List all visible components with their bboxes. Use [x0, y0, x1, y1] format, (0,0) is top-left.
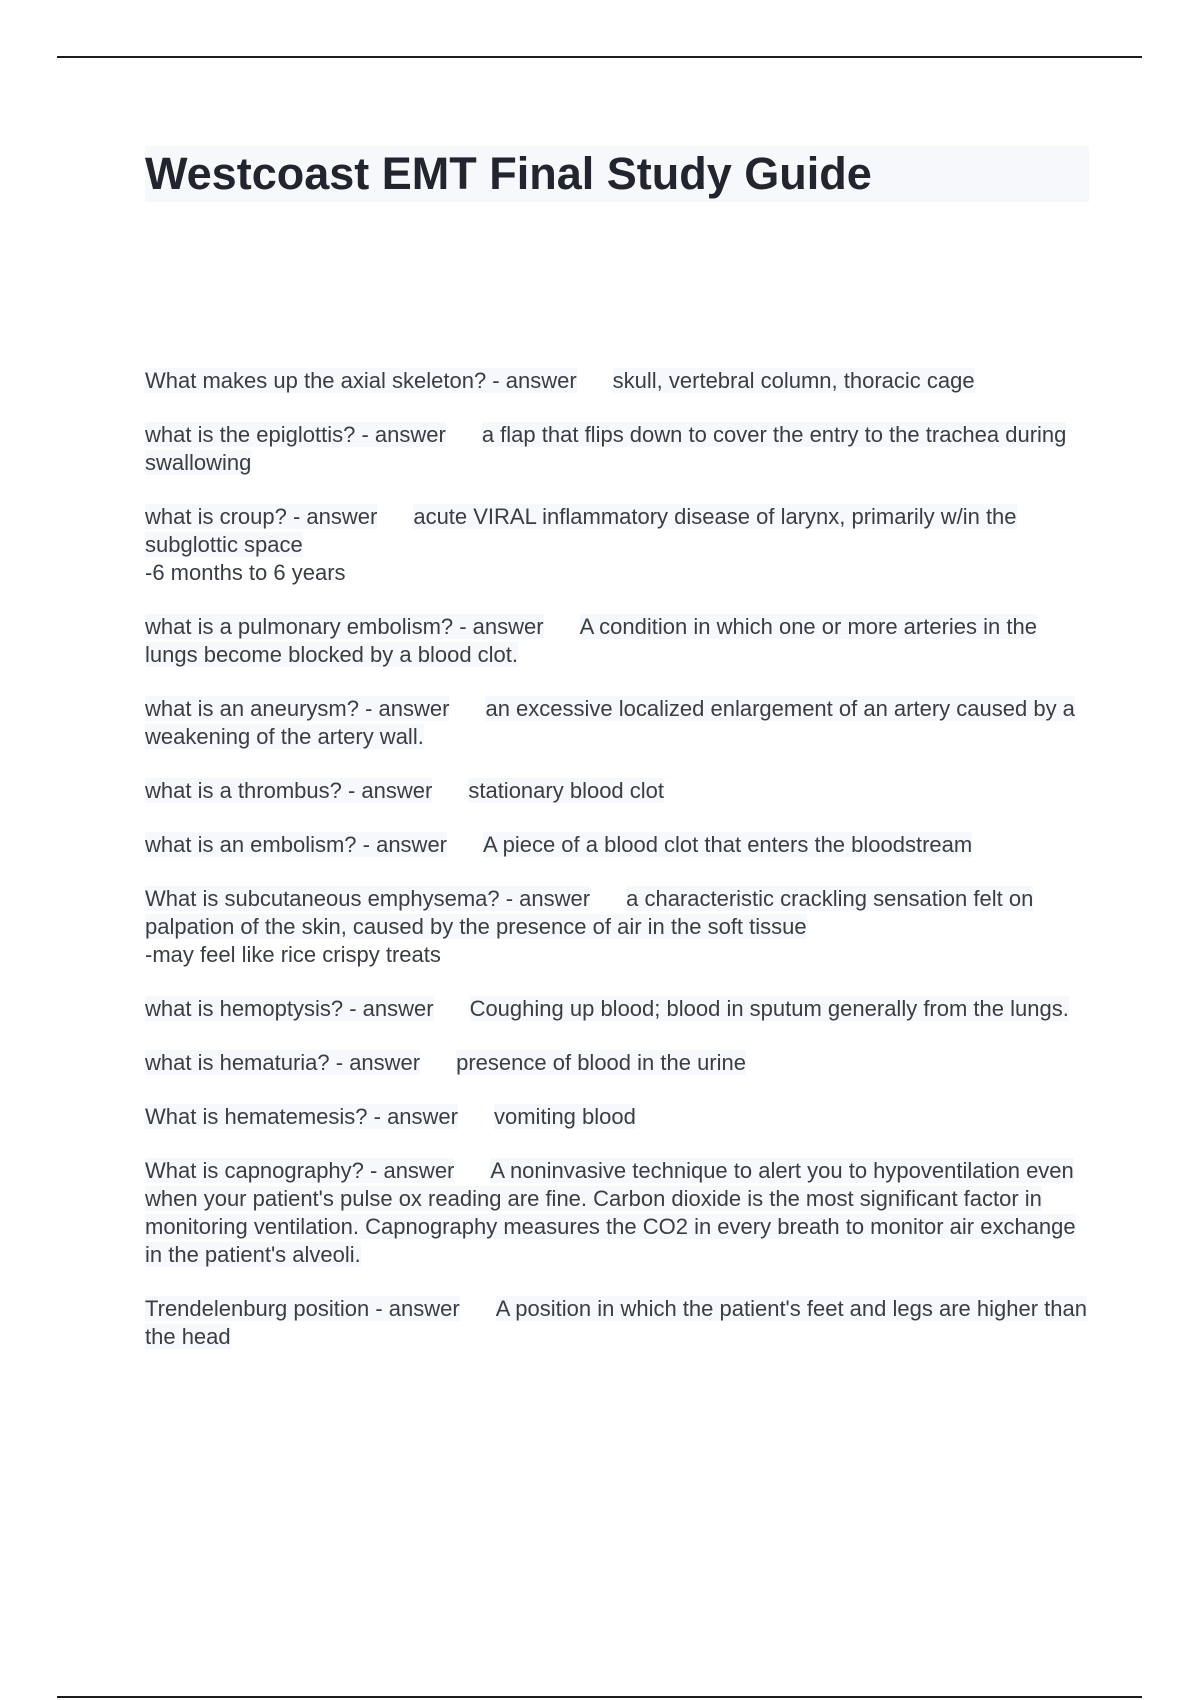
page-title: Westcoast EMT Final Study Guide — [145, 146, 1089, 202]
answer: acute VIRAL inflammatory disease of larynx, primarily w/in the subglottic space — [145, 504, 1017, 557]
qa-item — [145, 695, 1095, 751]
question: what is hemoptysis? - answer — [145, 996, 434, 1021]
answer: A position in which the patient's feet and legs are higher than the head — [145, 1296, 1087, 1349]
answer: a flap that flips down to cover the entry to the trachea during swallowing — [145, 422, 1067, 475]
qa-item — [145, 367, 1095, 395]
question: what is hematuria? - answer — [145, 1050, 421, 1075]
question: what is an aneurysm? - answer — [145, 696, 450, 721]
question: What is subcutaneous emphysema? - answer — [145, 886, 591, 911]
answer: stationary blood clot — [468, 778, 665, 803]
qa-item — [145, 1295, 1095, 1351]
qa-item — [145, 831, 1095, 859]
answer-note: -may feel like rice crispy treats — [145, 942, 441, 967]
question: what is a pulmonary embolism? - answer — [145, 614, 544, 639]
answer: Coughing up blood; blood in sputum generally from the lungs. — [469, 996, 1069, 1021]
question: Trendelenburg position - answer — [145, 1296, 460, 1321]
qa-item — [145, 1103, 1095, 1131]
qa-item — [145, 1157, 1095, 1269]
question: what is the epiglottis? - answer — [145, 422, 446, 447]
qa-item — [145, 421, 1095, 477]
qa-item — [145, 613, 1095, 669]
answer: presence of blood in the urine — [456, 1050, 746, 1075]
qa-item — [145, 995, 1095, 1023]
answer: A condition in which one or more arteries in the lungs become blocked by a blood clot. — [145, 614, 1037, 667]
qa-item — [145, 503, 1095, 587]
qa-item — [145, 885, 1095, 969]
question: What is capnography? - answer — [145, 1158, 455, 1183]
question: what is croup? - answer — [145, 504, 378, 529]
qa-item — [145, 1049, 1095, 1077]
answer: A piece of a blood clot that enters the bloodstream — [483, 832, 973, 857]
question: What is hematemesis? - answer — [145, 1104, 458, 1129]
question: what is an embolism? - answer — [145, 832, 448, 857]
answer: A noninvasive technique to alert you to hypoventilation even when your patient's pulse ox reading are fine. Carbon dioxide is the most significant factor in monitoring ventilation. Capnography measures the CO2 in every breath to monitor air exchange in the patient's alveoli. — [145, 1158, 1076, 1267]
bottom-rule — [57, 1696, 1142, 1698]
answer-note: -6 months to 6 years — [145, 560, 346, 585]
qa-list — [145, 367, 1095, 1377]
top-rule — [57, 56, 1142, 58]
answer: skull, vertebral column, thoracic cage — [612, 368, 975, 393]
question: What makes up the axial skeleton? - answer — [145, 368, 577, 393]
answer: vomiting blood — [494, 1104, 636, 1129]
answer: a characteristic crackling sensation felt on palpation of the skin, caused by the presence of air in the soft tissue — [145, 886, 1034, 939]
answer: an excessive localized enlargement of an artery caused by a weakening of the artery wall. — [145, 696, 1075, 749]
question: what is a thrombus? - answer — [145, 778, 433, 803]
qa-item — [145, 777, 1095, 805]
